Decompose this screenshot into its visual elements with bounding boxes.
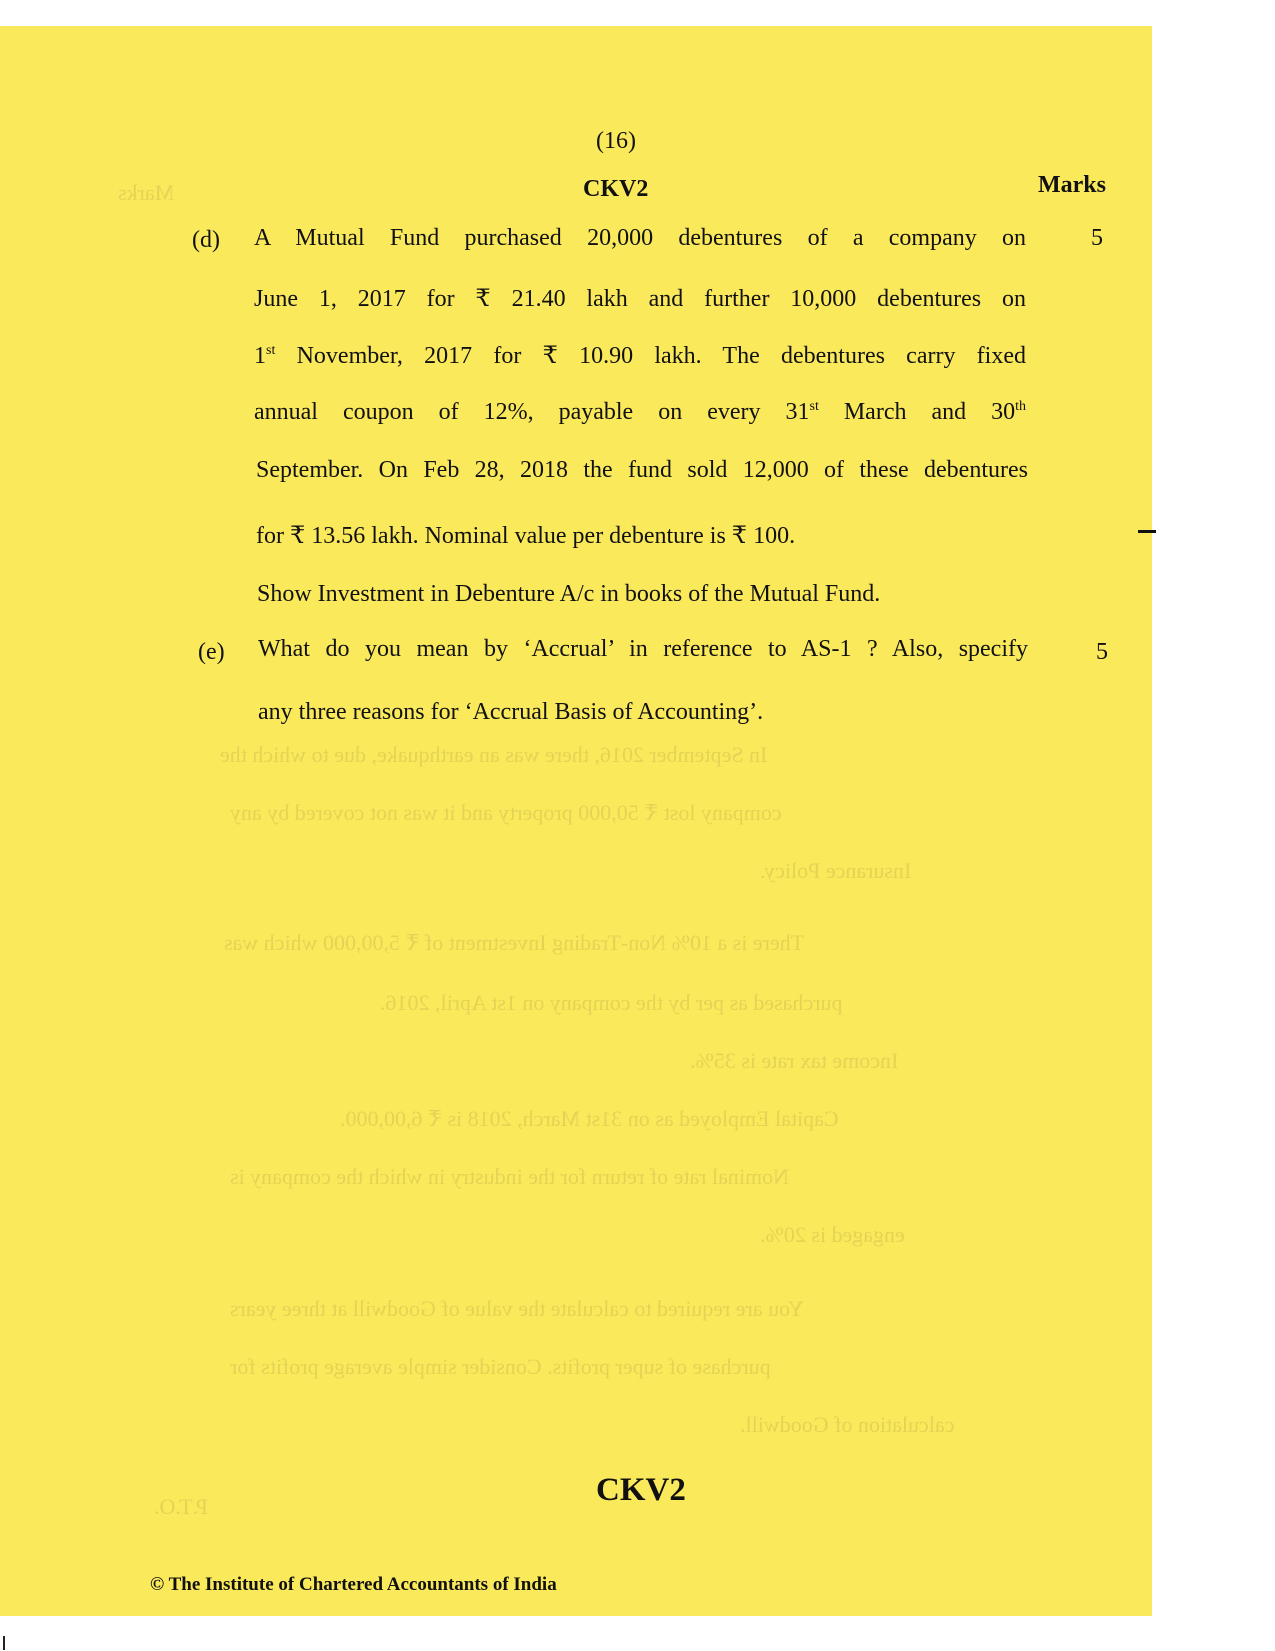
edge-mark [3,1636,5,1650]
question-d-line-text: March and 30 [843,399,1016,425]
question-e-line: What do you mean by ‘Accrual’ in reference to AS-1 ? Also, specify [258,636,1028,662]
margin-dash [1138,530,1156,533]
question-d-line: for ₹ 13.56 lakh. Nominal value per debenture is ₹ 100. [256,523,796,549]
question-e-label: (e) [198,639,225,665]
footer-paper-code: CKV2 [596,1472,686,1508]
question-d-line-text: annual coupon of 12%, payable on every 31 [254,399,810,425]
question-d-line [254,341,1026,370]
bleed-through-text: Nominal rate of return for the industry in which the company is [230,1164,790,1189]
question-e-line: any three reasons for ‘Accrual Basis of Accounting’. [258,699,764,725]
question-d-line: A Mutual Fund purchased 20,000 debentures of a company on [254,225,1026,251]
bleed-through-text: calculation of Goodwill. [740,1412,955,1437]
question-d-instruction: Show Investment in Debenture A/c in books of the Mutual Fund. [257,581,881,607]
bleed-through-text: purchased as per by the company on 1st April, 2016. [380,990,843,1015]
question-d-line: September. On Feb 28, 2018 the fund sold 12,000 of these debentures [256,457,1028,483]
bleed-through-text: In September 2016, there was an earthquake, due to which the [220,742,768,767]
question-d-line [254,399,1026,426]
question-d-line-text: November, 2017 for ₹ 10.90 lakh. The debentures carry fixed [296,343,1026,369]
ordinal-suffix: st [266,343,276,358]
question-e-marks: 5 [1096,639,1108,665]
copyright-notice: © The Institute of Chartered Accountants of India [150,1574,557,1595]
ordinal-suffix: st [809,399,819,414]
ordinal-suffix: th [1015,399,1027,414]
question-d-line: June 1, 2017 for ₹ 21.40 lakh and further 10,000 debentures on [254,286,1026,312]
ordinal-number: 1 [254,343,266,369]
bleed-through-text: engaged is 20%. [760,1222,905,1247]
bleed-through-text: Marks [118,180,175,205]
bleed-through-text: There is a 10% Non-Trading Investment of ₹ 5,00,000 which was [224,930,805,955]
bleed-through-text: P.T.O. [154,1494,208,1519]
bleed-through-text: company lost ₹ 50,000 property and it was not covered by any [230,800,782,825]
bleed-through-text: Income tax rate is 35%. [690,1048,899,1073]
page-number: (16) [596,128,636,154]
question-d-marks: 5 [1091,225,1103,251]
question-d-label: (d) [192,227,220,253]
bleed-through-text: You are required to calculate the value of Goodwill at three years [230,1296,804,1321]
paper-code: CKV2 [583,176,649,202]
bleed-through-text: purchase of super profits. Consider simple average profits for [230,1354,771,1379]
bleed-through-text: Capital Employed as on 31st March, 2018 is ₹ 6,00,000. [340,1106,839,1131]
bleed-through-text: Insurance Policy. [760,858,912,883]
marks-header: Marks [1038,172,1106,198]
